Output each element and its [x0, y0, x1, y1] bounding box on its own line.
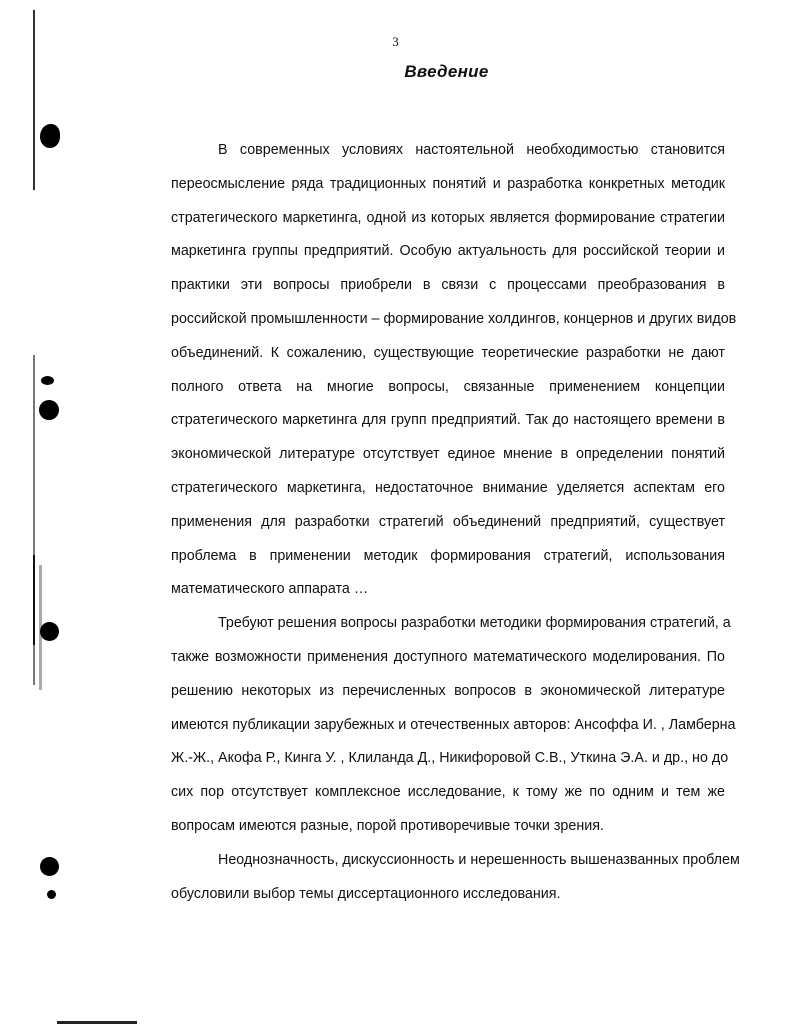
text-line: обусловили выбор темы диссертационного исследования. [171, 885, 561, 902]
paragraph-1 [124, 134, 737, 607]
page-number: 3 [392, 34, 399, 49]
punch-hole-1 [40, 124, 60, 148]
text-line: полного ответа на многие вопросы, связанные применением концепции [171, 378, 725, 395]
text-line: переосмысление ряда традиционных понятий и разработка конкретных методик [171, 175, 725, 192]
scan-margin-line-dark [33, 555, 35, 645]
text-line: В современных условиях настоятельной необходимостью становится [218, 142, 725, 158]
text-line: сих пор отсутствует комплексное исследование, к тому же по одним и тем же [171, 784, 725, 801]
text-line: вопросам имеются разные, порой противоречивые точки зрения. [171, 817, 604, 834]
text-line: российской промышленности – формирование холдингов, концернов и других видов [171, 310, 737, 327]
text-line: решению некоторых из перечисленных вопросов в экономической литературе [171, 682, 725, 699]
text-line: стратегического маркетинга, недостаточное внимание уделяется аспектам его [171, 479, 725, 496]
text-line: также возможности применения доступного математического моделирования. По [171, 648, 725, 665]
text-line: экономической литературе отсутствует единое мнение в определении понятий [171, 446, 725, 463]
text-line: математического аппарата … [171, 581, 369, 598]
punch-hole-5 [47, 890, 56, 899]
text-line: маркетинга группы предприятий. Особую актуальность для российской теории и [171, 243, 725, 260]
section-title: Введение [404, 62, 489, 81]
punch-hole-2 [39, 400, 59, 420]
text-line: Ж.-Ж., Акофа Р., Кинга У. , Клиланда Д., Никифоровой С.В., Уткина Э.А. и др., но до [171, 750, 729, 767]
text-line: стратегического маркетинга для групп предприятий. Так до настоящего времени в [171, 412, 725, 429]
text-line: стратегического маркетинга, одной из которых является формирование стратегии [171, 209, 725, 226]
paragraph-3 [124, 844, 740, 912]
text-line: проблема в применении методик формирования стратегий, использования [171, 547, 725, 564]
paragraph-2 [124, 607, 736, 844]
text-line: практики эти вопросы приобрели в связи с процессами преобразования в [171, 277, 725, 294]
punch-hole-4 [40, 857, 59, 876]
document-body [124, 134, 740, 911]
text-line: применения для разработки стратегий объединений предприятий, существует [171, 513, 725, 530]
punch-hole-3 [40, 622, 59, 641]
text-line: Неоднозначность, дискуссионность и нерешенность вышеназванных проблем [218, 851, 740, 868]
text-line: объединений. К сожалению, существующие теоретические разработки не дают [171, 344, 725, 361]
text-line: имеются публикации зарубежных и отечественных авторов: Ансоффа И. , Ламберна [171, 716, 736, 733]
punch-hole-mark [41, 376, 54, 385]
text-line: Требуют решения вопросы разработки методики формирования стратегий, а [218, 615, 731, 632]
